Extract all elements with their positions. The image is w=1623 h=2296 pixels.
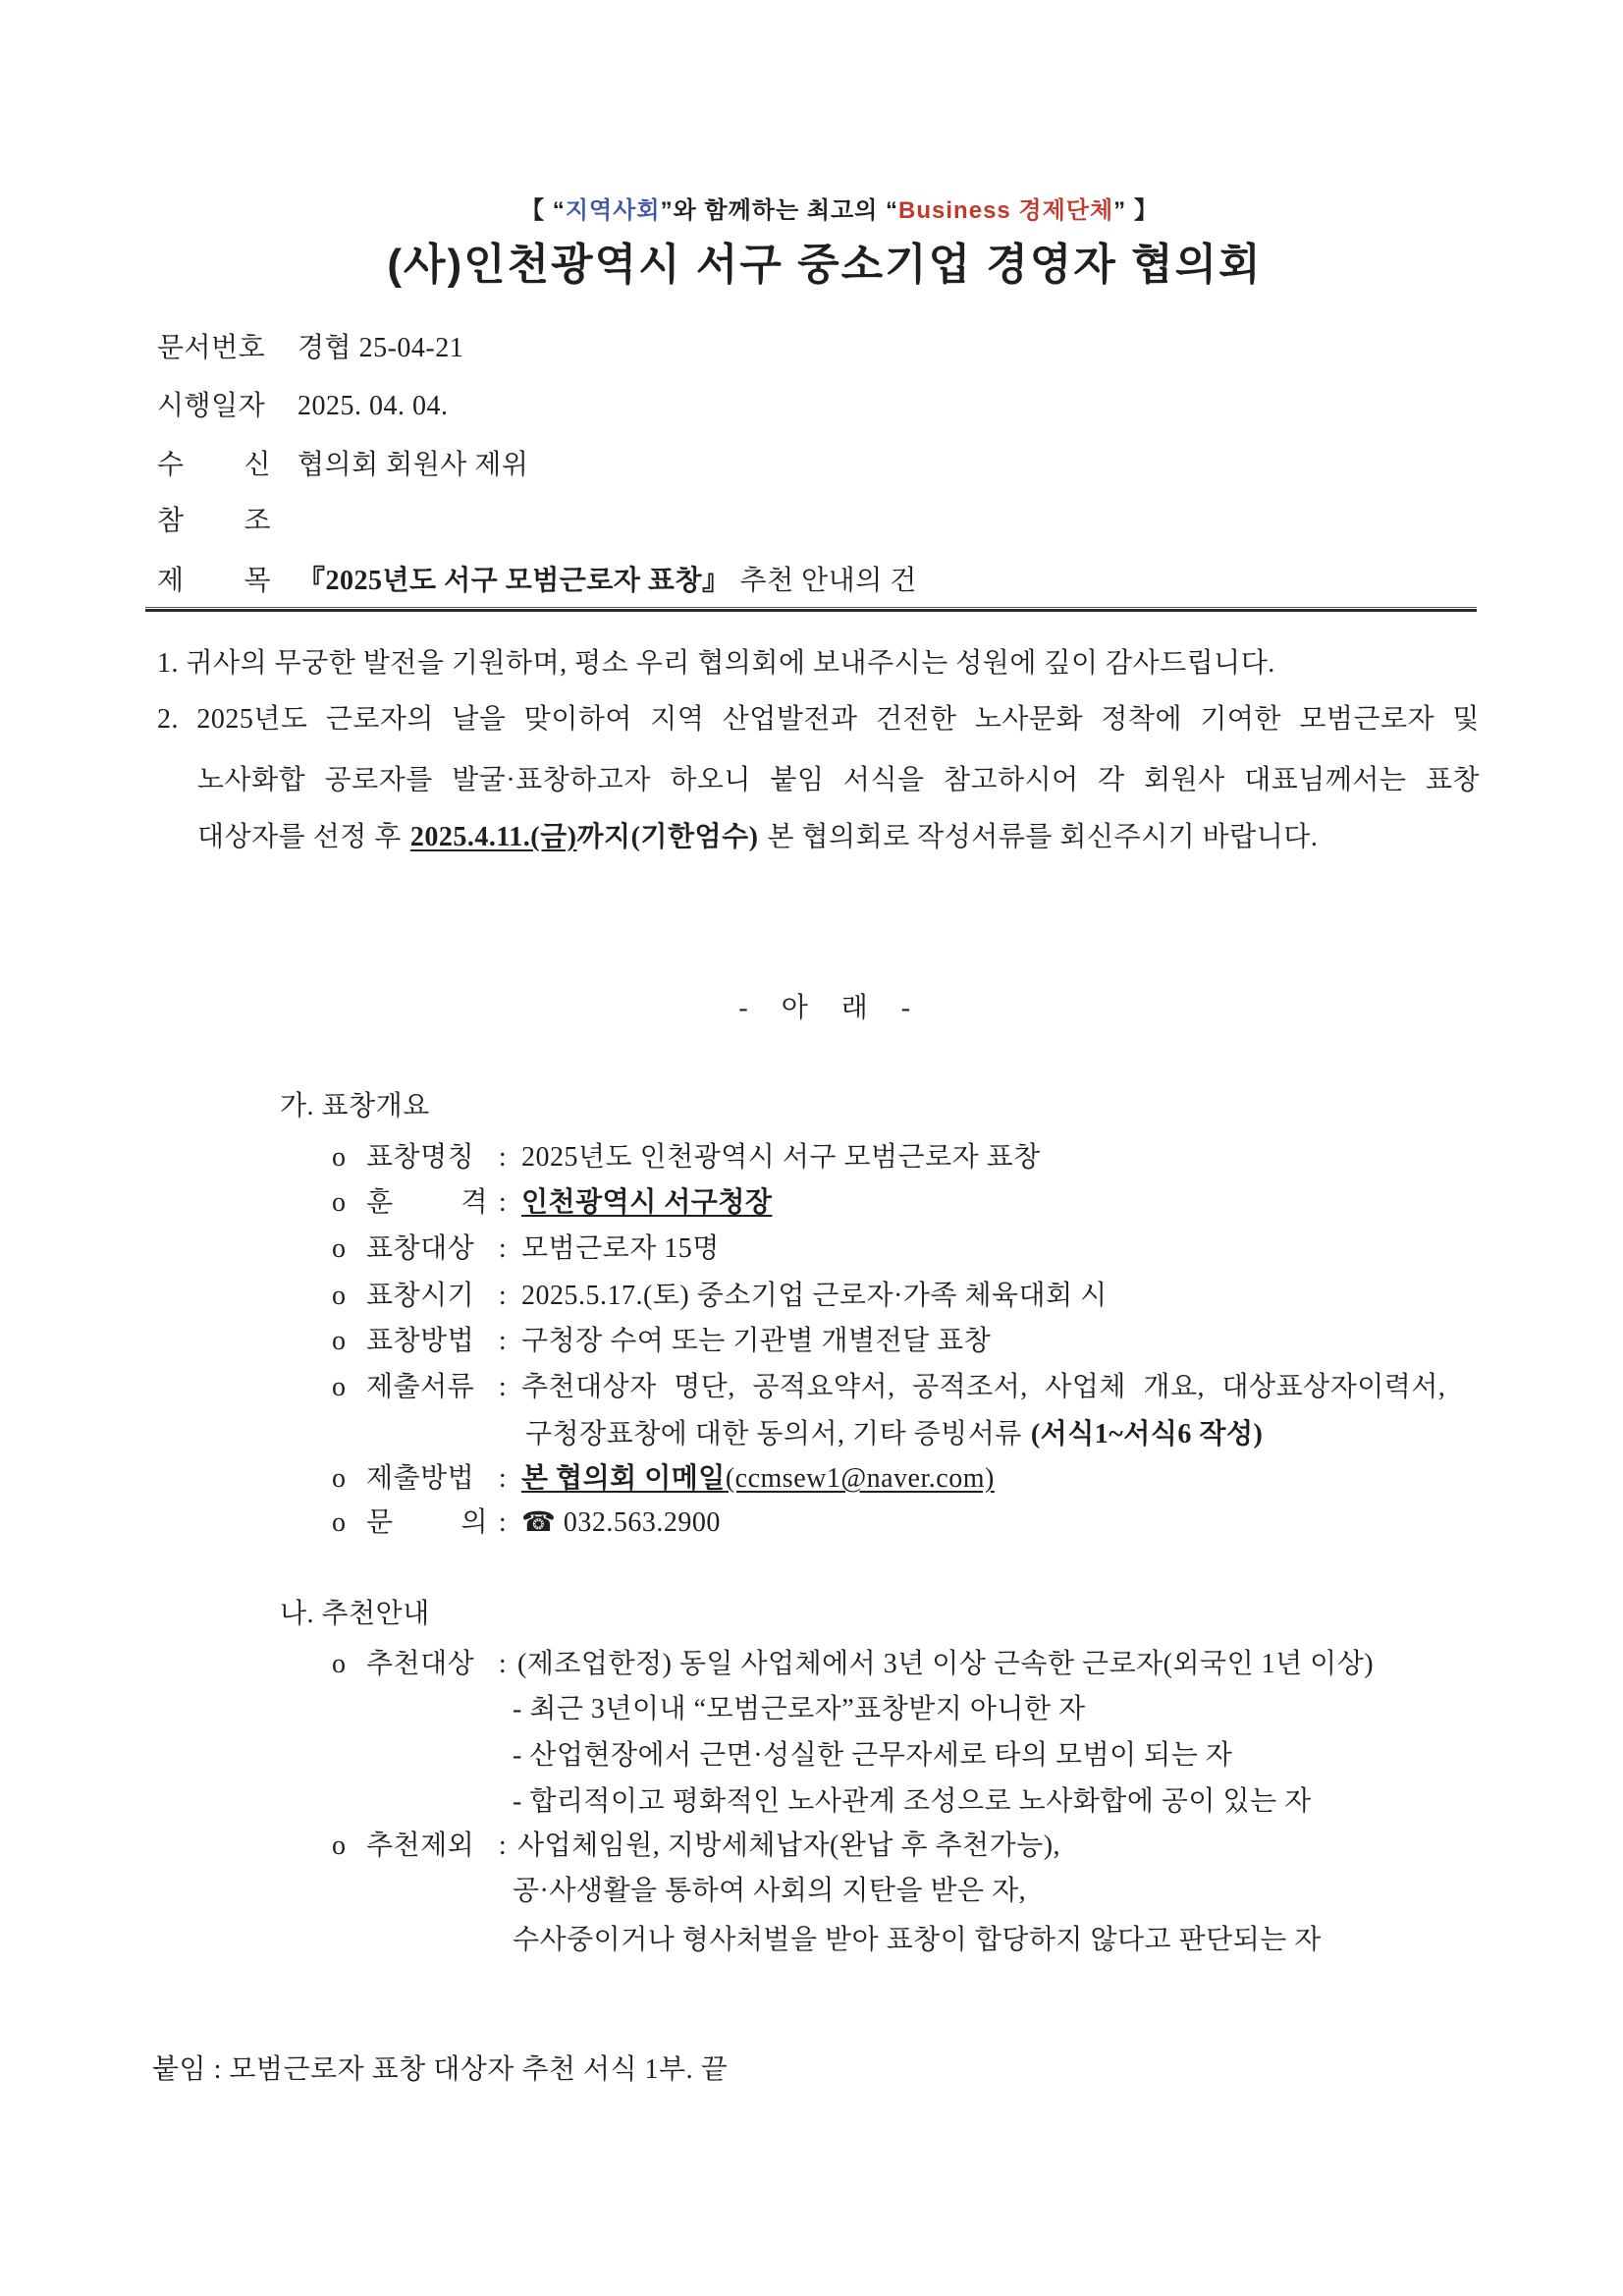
- meta-issue-date: [157, 387, 449, 426]
- excluded-line: 수사중이거나 형사처벌을 받아 표창이 합당하지 않다고 판단되는 자: [513, 1925, 1322, 1955]
- meta-label: 시행일자: [157, 391, 266, 421]
- bullet: o: [332, 1142, 347, 1173]
- header-divider: [145, 607, 1477, 612]
- item-label: 훈 격: [366, 1187, 488, 1218]
- list-item: [332, 1322, 991, 1361]
- item-label: 표창시기: [366, 1281, 475, 1311]
- slogan-suffix: ” 】: [1113, 197, 1159, 224]
- submission-email: [521, 1463, 995, 1494]
- colon: :: [498, 1649, 508, 1679]
- subject-title: 『2025년도 서구 모범근로자 표창』: [298, 566, 730, 596]
- meta-label: 참 조: [157, 506, 271, 536]
- list-item: [332, 1230, 720, 1269]
- bullet: o: [332, 1372, 347, 1402]
- eligible-sub-item: - 합리적이고 평화적인 노사관계 조성으로 노사화합에 공이 있는 자: [513, 1786, 1312, 1817]
- list-item: [332, 1138, 1041, 1177]
- submission-method-text: 본 협의회 이메일: [521, 1463, 726, 1494]
- item-value: 2025.5.17.(토) 중소기업 근로자·가족 체육대회 시: [521, 1281, 1108, 1311]
- bullet: o: [332, 1187, 347, 1218]
- documents-forms-note: (서식1~서식6 작성): [1030, 1419, 1264, 1449]
- documents-line-2: 구청장표창에 대한 동의서, 기타 증빙서류: [525, 1419, 1022, 1449]
- item-label: 추천제외: [366, 1831, 475, 1861]
- item-label: 문 의: [366, 1507, 488, 1538]
- list-item: [332, 1503, 721, 1543]
- organization-title: (사)인천광역시 서구 중소기업 경영자 협의회: [387, 241, 1263, 289]
- colon: :: [498, 1233, 508, 1264]
- bullet: o: [332, 1233, 347, 1264]
- subject-rest: 추천 안내의 건: [739, 566, 917, 596]
- item-value: 2025년도 인천광역시 서구 모범근로자 표창: [521, 1142, 1041, 1173]
- slogan: [447, 194, 1232, 228]
- item-value: 모범근로자 15명: [521, 1233, 720, 1264]
- colon: :: [498, 1281, 508, 1311]
- item-label: 표창명칭: [366, 1142, 475, 1173]
- colon: :: [498, 1142, 508, 1173]
- paragraph-2-line-1: 2. 2025년도 근로자의 날을 맞이하여 지역 산업발전과 건전한 노사문화 정착에 기여한 모범근로자 및: [157, 704, 1480, 735]
- meta-subject: [157, 562, 917, 601]
- bullet: o: [332, 1831, 347, 1861]
- meta-value: 경협 25-04-21: [298, 333, 464, 363]
- meta-recipient: [157, 446, 528, 485]
- notice-marker: - 아 래 -: [738, 993, 911, 1023]
- colon: :: [498, 1831, 508, 1861]
- bullet: o: [332, 1281, 347, 1311]
- bullet: o: [332, 1507, 347, 1538]
- list-item: [332, 1827, 1060, 1866]
- bullet: o: [332, 1649, 347, 1679]
- slogan-highlight-community: 지역사회: [565, 197, 661, 224]
- deadline-after-text: 본 협의회로 작성서류를 회신주시기 바랍니다.: [767, 822, 1319, 852]
- item-label: 추천대상: [366, 1649, 475, 1679]
- paragraph-2-line-2: 노사화합 공로자를 발굴·표창하고자 하오니 붙임 서식을 참고하시어 각 회원사 대표님께서는 표창: [197, 765, 1480, 795]
- item-value: 인천광역시 서구청장: [521, 1187, 773, 1218]
- slogan-highlight-business: Business 경제단체: [898, 197, 1114, 224]
- deadline-date: 2025.4.11.(금): [409, 822, 577, 852]
- item-value-continuation: [525, 1415, 1263, 1454]
- email-address: (ccmsew1@naver.com): [725, 1463, 995, 1494]
- meta-label: 수 신: [157, 450, 271, 480]
- contact-phone: ☎ 032.563.2900: [521, 1507, 721, 1538]
- attachment-note: 붙임 : 모범근로자 표창 대상자 추천 서식 1부. 끝: [152, 2054, 729, 2085]
- meta-label: 문서번호: [157, 333, 266, 363]
- excluded-line: 공·사생활을 통하여 사회의 지탄을 받은 자,: [513, 1876, 1027, 1906]
- bullet: o: [332, 1463, 347, 1494]
- item-label: 표창대상: [366, 1233, 475, 1264]
- deadline-note: 까지(기한엄수): [576, 822, 759, 852]
- eligible-sub-item: - 산업현장에서 근면·성실한 근무자세로 타의 모범이 되는 자: [513, 1740, 1233, 1771]
- paragraph-2-line-3: [197, 818, 1318, 857]
- bullet: o: [332, 1326, 347, 1356]
- section-a-heading: 가. 표창개요: [280, 1091, 430, 1121]
- colon: :: [498, 1463, 508, 1494]
- colon: :: [498, 1507, 508, 1538]
- meta-doc-number: [157, 329, 463, 368]
- meta-value: 2025. 04. 04.: [298, 391, 449, 421]
- item-label: 제출서류: [366, 1372, 475, 1402]
- slogan-prefix: 【 “: [520, 197, 566, 224]
- section-b-heading: 나. 추천안내: [280, 1599, 430, 1629]
- list-item: [332, 1368, 1445, 1407]
- item-value: (제조업한정) 동일 사업체에서 3년 이상 근속한 근로자(외국인 1년 이상): [517, 1649, 1375, 1679]
- item-label: 표창방법: [366, 1326, 475, 1356]
- colon: :: [498, 1187, 508, 1218]
- item-value: 사업체임원, 지방세체납자(완납 후 추천가능),: [517, 1831, 1061, 1861]
- colon: :: [498, 1326, 508, 1356]
- meta-value: 협의회 회원사 제위: [298, 450, 529, 480]
- item-value: 추천대상자 명단, 공적요약서, 공적조서, 사업체 개요, 대상표상자이력서,: [521, 1372, 1446, 1402]
- eligible-sub-item: - 최근 3년이내 “모범근로자”표창받지 아니한 자: [513, 1694, 1086, 1724]
- list-item: [332, 1645, 1374, 1684]
- colon: :: [498, 1372, 508, 1402]
- item-value: 구청장 수여 또는 기관별 개별전달 표창: [521, 1326, 992, 1356]
- item-label: 제출방법: [366, 1463, 475, 1494]
- list-item: [332, 1277, 1108, 1316]
- meta-label: 제 목: [157, 566, 271, 596]
- deadline-before-text: 대상자를 선정 후: [197, 822, 402, 852]
- slogan-middle: ”와 함께하는 최고의 “: [660, 197, 899, 224]
- list-item: [332, 1183, 772, 1223]
- list-item: [332, 1459, 995, 1499]
- paragraph-1: 1. 귀사의 무궁한 발전을 기원하며, 평소 우리 협의회에 보내주시는 성원에 깊이 감사드립니다.: [157, 648, 1275, 679]
- meta-reference: [157, 502, 271, 541]
